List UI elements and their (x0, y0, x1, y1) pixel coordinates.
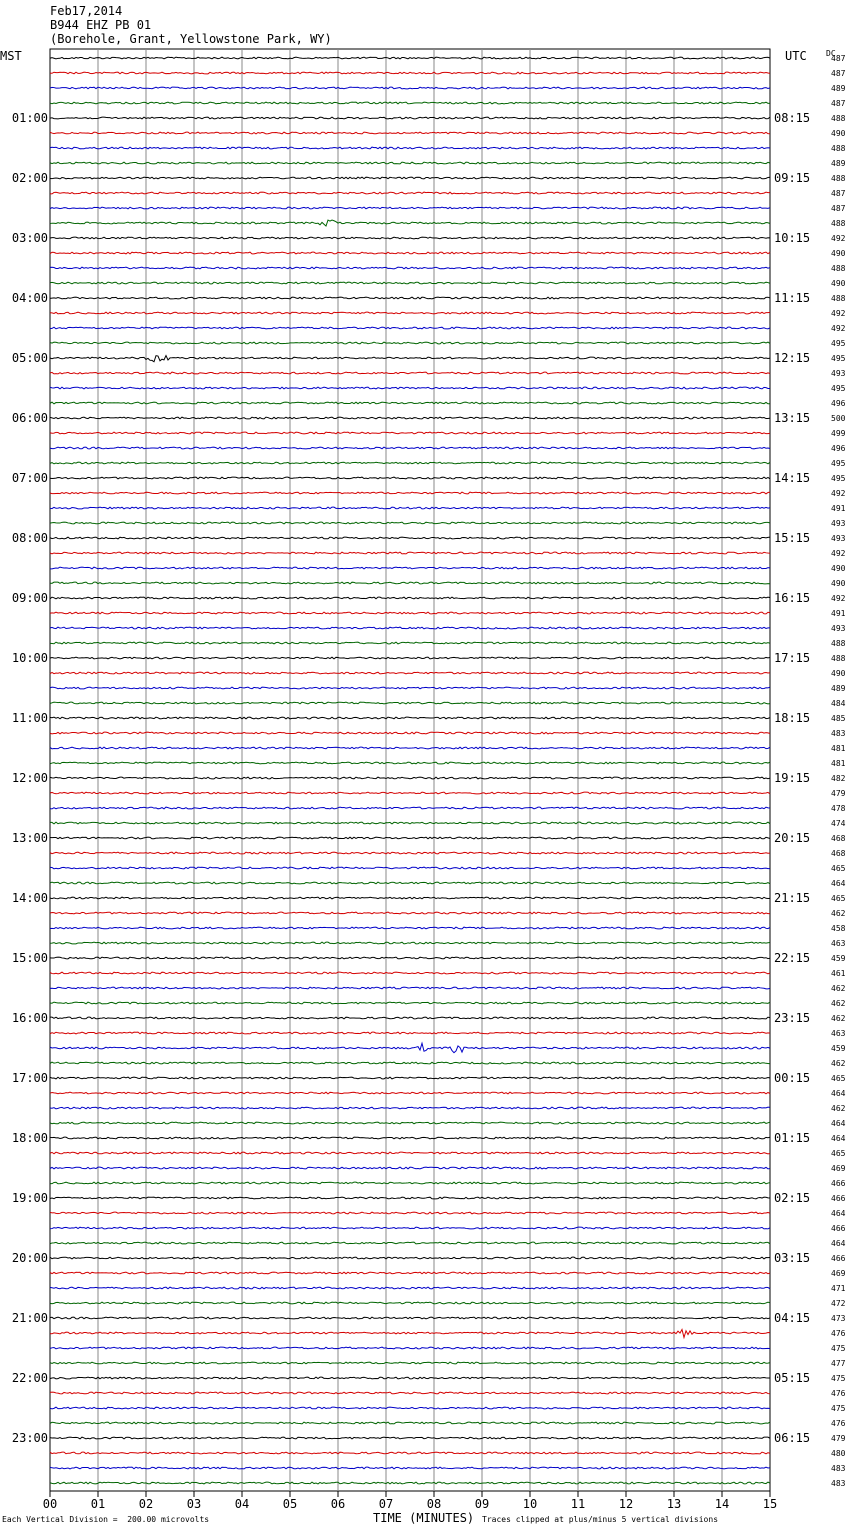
right-hour-label: 03:15 (774, 1251, 811, 1265)
dc-offset-label: 496 (831, 444, 846, 453)
trace-line (50, 1182, 770, 1184)
trace-line (50, 1422, 770, 1424)
x-tick-label: 11 (570, 1497, 586, 1511)
trace-line (50, 537, 770, 539)
dc-offset-label: 483 (831, 1479, 846, 1488)
dc-offset-label: 462 (831, 984, 846, 993)
dc-offset-label: 475 (831, 1344, 846, 1353)
dc-offset-label: 487 (831, 99, 846, 108)
trace-line (50, 1122, 770, 1124)
x-tick-label: 09 (474, 1497, 490, 1511)
right-hour-label: 01:15 (774, 1131, 811, 1145)
dc-offset-label: 493 (831, 624, 846, 633)
dc-offset-label: 490 (831, 564, 846, 573)
left-hour-label: 07:00 (11, 471, 48, 485)
left-hour-label: 18:00 (11, 1131, 48, 1145)
trace-line (50, 1107, 770, 1109)
dc-offset-label: 469 (831, 1164, 846, 1173)
dc-offset-label: 495 (831, 459, 846, 468)
dc-offset-label: 492 (831, 489, 846, 498)
trace-line (50, 972, 770, 974)
right-hour-label: 08:15 (774, 111, 811, 125)
trace-line (50, 597, 770, 599)
right-hour-label: 17:15 (774, 651, 811, 665)
dc-offset-label: 495 (831, 354, 846, 363)
dc-offset-label: 464 (831, 1209, 846, 1218)
trace-line (50, 1362, 770, 1364)
trace-line (50, 1002, 770, 1004)
trace-line (50, 837, 770, 839)
trace-line (50, 867, 770, 869)
dc-offset-label: 476 (831, 1419, 846, 1428)
x-tick-label: 03 (186, 1497, 202, 1511)
dc-offset-label: 477 (831, 1359, 846, 1368)
plot-frame (50, 49, 770, 1491)
dc-offset-label: 488 (831, 144, 846, 153)
dc-offset-label: 463 (831, 1029, 846, 1038)
x-tick-label: 15 (762, 1497, 778, 1511)
left-axis-title: MST (0, 49, 22, 63)
dc-offset-label: 492 (831, 309, 846, 318)
trace-line (50, 1347, 770, 1349)
dc-offset-label: 466 (831, 1224, 846, 1233)
trace-line (50, 402, 770, 404)
x-tick-label: 10 (522, 1497, 538, 1511)
dc-offset-label: 483 (831, 1464, 846, 1473)
dc-offset-label: 481 (831, 759, 846, 768)
trace-line (50, 1167, 770, 1169)
trace-line (50, 1017, 770, 1019)
dc-offset-label: 476 (831, 1389, 846, 1398)
dc-offset-label: 499 (831, 429, 846, 438)
x-tick-label: 08 (426, 1497, 442, 1511)
left-hour-label: 04:00 (11, 291, 48, 305)
dc-offset-label: 466 (831, 1194, 846, 1203)
trace-line (50, 657, 770, 659)
dc-offset-label: 487 (831, 54, 846, 63)
left-hour-label: 21:00 (11, 1311, 48, 1325)
trace-line (50, 732, 770, 734)
dc-offset-label: 495 (831, 474, 846, 483)
dc-offset-label: 459 (831, 954, 846, 963)
trace-line (50, 102, 770, 104)
x-tick-label: 06 (330, 1497, 346, 1511)
trace-line (50, 1272, 770, 1274)
dc-offset-label: 492 (831, 594, 846, 603)
trace-line (50, 1152, 770, 1154)
trace-line (50, 57, 770, 59)
dc-offset-label: 489 (831, 159, 846, 168)
right-hour-label: 05:15 (774, 1371, 811, 1385)
trace-line (50, 1242, 770, 1244)
trace-line (50, 356, 770, 362)
trace-line (50, 192, 770, 194)
trace-line (50, 1392, 770, 1394)
dc-offset-label: 490 (831, 579, 846, 588)
dc-offset-label: 490 (831, 669, 846, 678)
trace-line (50, 1212, 770, 1214)
trace-line (50, 912, 770, 914)
left-hour-label: 15:00 (11, 951, 48, 965)
dc-offset-label: 465 (831, 894, 846, 903)
trace-line (50, 162, 770, 164)
dc-offset-label: 495 (831, 384, 846, 393)
left-hour-label: 14:00 (11, 891, 48, 905)
trace-line (50, 927, 770, 929)
trace-line (50, 1197, 770, 1199)
trace-line (50, 492, 770, 494)
trace-line (50, 282, 770, 284)
dc-offset-label: 488 (831, 114, 846, 123)
dc-offset-label: 489 (831, 684, 846, 693)
trace-line (50, 957, 770, 959)
dc-offset-label: 464 (831, 1119, 846, 1128)
trace-line (50, 1377, 770, 1379)
left-hour-label: 03:00 (11, 231, 48, 245)
trace-line (50, 792, 770, 794)
dc-offset-label: 491 (831, 504, 846, 513)
trace-line (50, 447, 770, 449)
dc-offset-label: 490 (831, 249, 846, 258)
dc-offset-label: 466 (831, 1254, 846, 1263)
dc-offset-label: 476 (831, 1329, 846, 1338)
dc-offset-label: 464 (831, 1239, 846, 1248)
right-hour-label: 11:15 (774, 291, 811, 305)
left-hour-label: 22:00 (11, 1371, 48, 1385)
trace-line (50, 1317, 770, 1319)
right-hour-label: 00:15 (774, 1071, 811, 1085)
dc-offset-label: 490 (831, 129, 846, 138)
left-hour-label: 02:00 (11, 171, 48, 185)
right-hour-label: 13:15 (774, 411, 811, 425)
trace-line (50, 1137, 770, 1139)
trace-line (50, 852, 770, 854)
left-hour-label: 19:00 (11, 1191, 48, 1205)
left-hour-label: 23:00 (11, 1431, 48, 1445)
left-hour-label: 11:00 (11, 711, 48, 725)
left-hour-label: 08:00 (11, 531, 48, 545)
dc-offset-label: 479 (831, 1434, 846, 1443)
trace-line (50, 1467, 770, 1469)
left-hour-label: 10:00 (11, 651, 48, 665)
trace-line (50, 387, 770, 389)
trace-line (50, 477, 770, 479)
dc-offset-label: 471 (831, 1284, 846, 1293)
trace-line (50, 1043, 770, 1052)
dc-offset-label: 464 (831, 879, 846, 888)
dc-offset-label: 496 (831, 399, 846, 408)
trace-line (50, 1257, 770, 1259)
dc-offset-label: 465 (831, 864, 846, 873)
dc-offset-label: 488 (831, 174, 846, 183)
dc-offset-label: 500 (831, 414, 846, 423)
trace-line (50, 72, 770, 74)
dc-offset-label: 482 (831, 774, 846, 783)
dc-offset-label: 493 (831, 534, 846, 543)
dc-offset-label: 480 (831, 1449, 846, 1458)
right-hour-label: 16:15 (774, 591, 811, 605)
dc-offset-label: 492 (831, 234, 846, 243)
dc-offset-label: 484 (831, 699, 846, 708)
trace-line (50, 702, 770, 704)
trace-line (50, 147, 770, 149)
trace-line (50, 207, 770, 209)
trace-line (50, 117, 770, 119)
trace-line (50, 672, 770, 674)
trace-line (50, 777, 770, 779)
right-hour-label: 04:15 (774, 1311, 811, 1325)
dc-offset-label: 487 (831, 189, 846, 198)
trace-line (50, 1452, 770, 1454)
right-hour-label: 02:15 (774, 1191, 811, 1205)
dc-offset-label: 479 (831, 789, 846, 798)
trace-line (50, 1437, 770, 1439)
right-hour-label: 21:15 (774, 891, 811, 905)
trace-line (50, 417, 770, 419)
trace-line (50, 897, 770, 899)
dc-offset-label: 490 (831, 279, 846, 288)
left-hour-label: 13:00 (11, 831, 48, 845)
trace-line (50, 372, 770, 374)
right-hour-label: 15:15 (774, 531, 811, 545)
right-axis-title: UTC (785, 49, 807, 63)
trace-line (50, 717, 770, 719)
trace-line (50, 462, 770, 464)
dc-offset-label: 492 (831, 324, 846, 333)
trace-line (50, 807, 770, 809)
dc-offset-label: 468 (831, 834, 846, 843)
dc-offset-label: 493 (831, 369, 846, 378)
x-tick-label: 12 (618, 1497, 634, 1511)
right-hour-label: 06:15 (774, 1431, 811, 1445)
x-tick-label: 05 (282, 1497, 298, 1511)
trace-line (50, 297, 770, 299)
dc-offset-label: 478 (831, 804, 846, 813)
trace-line (50, 1287, 770, 1289)
trace-line (50, 747, 770, 749)
trace-line (50, 987, 770, 989)
trace-line (50, 1032, 770, 1034)
x-tick-label: 14 (714, 1497, 730, 1511)
dc-offset-label: 474 (831, 819, 846, 828)
trace-line (50, 1077, 770, 1079)
dc-offset-label: 459 (831, 1044, 846, 1053)
dc-offset-label: 462 (831, 999, 846, 1008)
left-hour-label: 09:00 (11, 591, 48, 605)
date-label: Feb17,2014 (50, 4, 123, 18)
dc-offset-label: 488 (831, 654, 846, 663)
x-axis-label: TIME (MINUTES) (373, 1511, 475, 1525)
dc-offset-label: 462 (831, 1104, 846, 1113)
dc-offset-label: 489 (831, 84, 846, 93)
dc-offset-label: 464 (831, 1089, 846, 1098)
right-hour-label: 14:15 (774, 471, 811, 485)
x-tick-label: 13 (666, 1497, 682, 1511)
dc-offset-label: 469 (831, 1269, 846, 1278)
trace-line (50, 432, 770, 434)
dc-offset-label: 487 (831, 204, 846, 213)
right-hour-label: 23:15 (774, 1011, 811, 1025)
left-hour-label: 12:00 (11, 771, 48, 785)
trace-line (50, 822, 770, 824)
x-tick-label: 07 (378, 1497, 394, 1511)
dc-offset-label: 473 (831, 1314, 846, 1323)
dc-offset-label: 461 (831, 969, 846, 978)
dc-offset-label: 468 (831, 849, 846, 858)
dc-offset-label: 491 (831, 609, 846, 618)
dc-offset-label: 465 (831, 1074, 846, 1083)
trace-line (50, 1407, 770, 1409)
dc-offset-label: 462 (831, 1014, 846, 1023)
scale-note: Each Vertical Division = 200.00 microvolts (2, 1515, 210, 1524)
right-hour-label: 22:15 (774, 951, 811, 965)
trace-line (50, 1302, 770, 1304)
dc-offset-label: 488 (831, 294, 846, 303)
left-hour-label: 05:00 (11, 351, 48, 365)
dc-offset-label: 465 (831, 1149, 846, 1158)
location-label: (Borehole, Grant, Yellowstone Park, WY) (50, 32, 332, 46)
dc-offset-label: 462 (831, 1059, 846, 1068)
dc-offset-label: 466 (831, 1179, 846, 1188)
dc-offset-label: 483 (831, 729, 846, 738)
right-hour-label: 19:15 (774, 771, 811, 785)
trace-line (50, 687, 770, 689)
trace-line (50, 1092, 770, 1094)
trace-line (50, 267, 770, 269)
dc-offset-label: 493 (831, 519, 846, 528)
dc-offset-label: 464 (831, 1134, 846, 1143)
trace-line (50, 582, 770, 584)
trace-line (50, 342, 770, 344)
dc-offset-label: 495 (831, 339, 846, 348)
dc-offset-label: 475 (831, 1404, 846, 1413)
dc-offset-label: 488 (831, 264, 846, 273)
x-tick-label: 02 (138, 1497, 154, 1511)
left-hour-label: 01:00 (11, 111, 48, 125)
trace-line (50, 327, 770, 329)
trace-line (50, 1482, 770, 1484)
left-hour-label: 16:00 (11, 1011, 48, 1025)
trace-line (50, 567, 770, 569)
right-hour-label: 18:15 (774, 711, 811, 725)
x-tick-label: 00 (42, 1497, 58, 1511)
right-hour-label: 20:15 (774, 831, 811, 845)
trace-line (50, 627, 770, 629)
dc-offset-label: 458 (831, 924, 846, 933)
trace-line (50, 552, 770, 554)
trace-line (50, 882, 770, 884)
trace-line (50, 507, 770, 509)
left-hour-label: 06:00 (11, 411, 48, 425)
dc-offset-label: 481 (831, 744, 846, 753)
dc-offset-label: 492 (831, 549, 846, 558)
station-label: B944 EHZ PB 01 (50, 18, 152, 32)
right-hour-label: 10:15 (774, 231, 811, 245)
trace-line (50, 87, 770, 89)
dc-offset-label: 475 (831, 1374, 846, 1383)
trace-line (50, 1062, 770, 1064)
dc-axis-title: DC (826, 49, 836, 58)
trace-line (50, 1329, 770, 1337)
dc-offset-label: 472 (831, 1299, 846, 1308)
dc-offset-label: 488 (831, 639, 846, 648)
trace-line (50, 220, 770, 226)
trace-line (50, 1227, 770, 1229)
right-hour-label: 12:15 (774, 351, 811, 365)
trace-line (50, 252, 770, 254)
dc-offset-label: 485 (831, 714, 846, 723)
trace-line (50, 942, 770, 944)
trace-line (50, 612, 770, 614)
right-hour-label: 09:15 (774, 171, 811, 185)
clip-note: Traces clipped at plus/minus 5 vertical divisions (482, 1515, 719, 1524)
trace-line (50, 237, 770, 239)
trace-line (50, 642, 770, 644)
dc-offset-label: 462 (831, 909, 846, 918)
trace-line (50, 312, 770, 314)
x-tick-label: 01 (90, 1497, 106, 1511)
trace-line (50, 132, 770, 134)
left-hour-label: 17:00 (11, 1071, 48, 1085)
left-hour-label: 20:00 (11, 1251, 48, 1265)
trace-line (50, 762, 770, 764)
trace-line (50, 177, 770, 179)
dc-offset-label: 463 (831, 939, 846, 948)
dc-offset-label: 487 (831, 69, 846, 78)
trace-line (50, 522, 770, 524)
dc-offset-label: 488 (831, 219, 846, 228)
x-tick-label: 04 (234, 1497, 250, 1511)
